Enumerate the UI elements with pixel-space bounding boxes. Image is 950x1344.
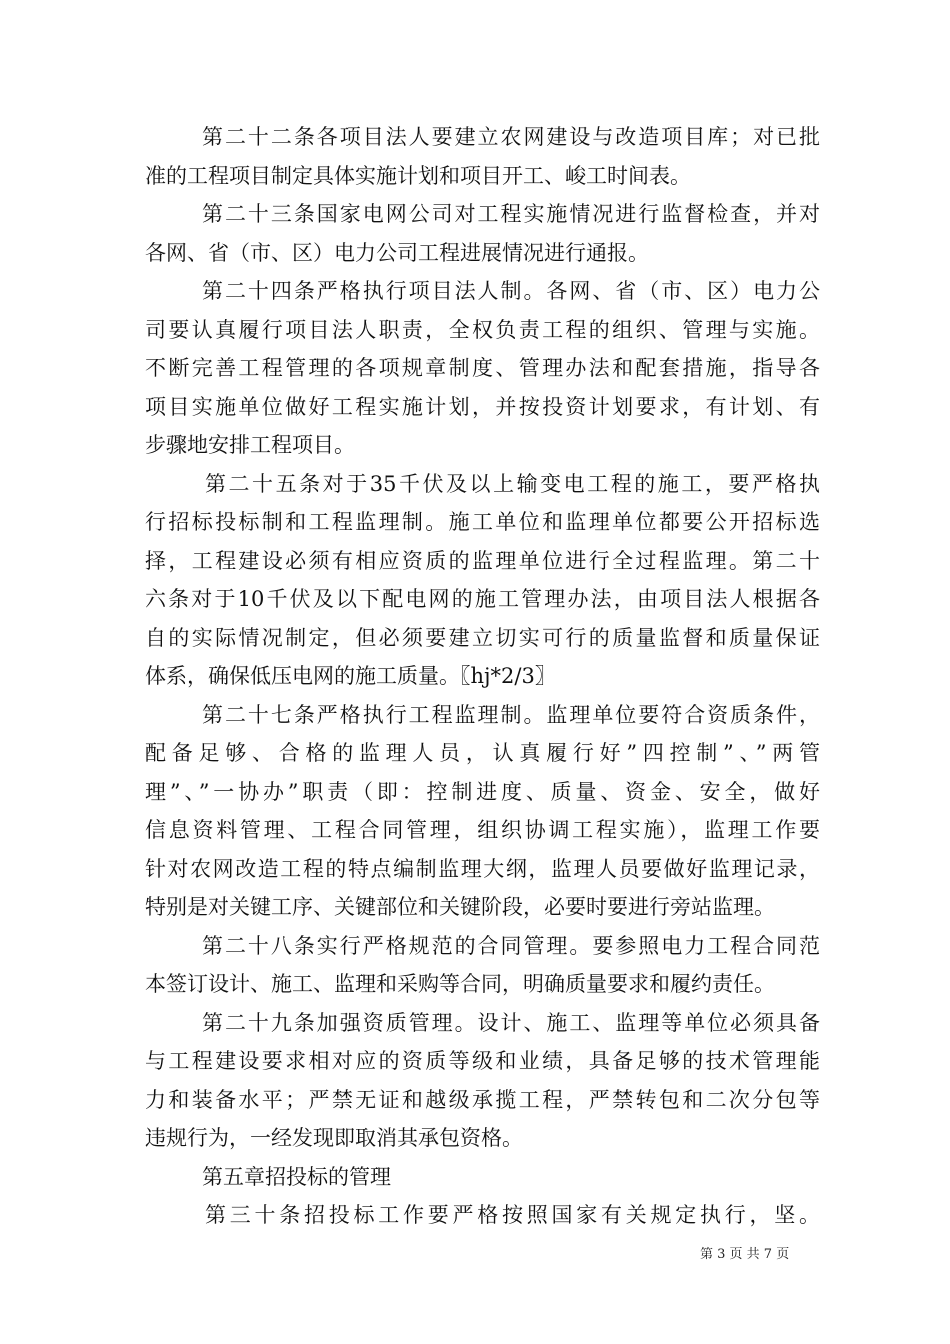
text-line: 项目实施单位做好工程实施计划，并按投资计划要求，有计划、有 <box>145 394 820 419</box>
text-line: 司要认真履行项目法人职责，全权负责工程的组织、管理与实施。 <box>145 317 820 342</box>
text-line: 违规行为，一经发现即取消其承包资格。 <box>145 1126 523 1150</box>
text-line: 第二十四条严格执行项目法人制。各网、省（市、区）电力公 <box>202 279 820 303</box>
text-line: 与工程建设要求相对应的资质等级和业绩，具备足够的技术管理能 <box>145 1049 820 1073</box>
text-line: 准的工程项目制定具体实施计划和项目开工、峻工时间表。 <box>145 163 691 188</box>
text-line: 配备足够、合格的监理人员，认真履行好”四控制”、”两管 <box>145 741 820 765</box>
text-line: 本签订设计、施工、监理和采购等合同，明确质量要求和履约责任。 <box>145 972 775 996</box>
text-line: 六条对于10千伏及以下配电网的施工管理办法，由项目法人根据各 <box>145 587 820 611</box>
text-line: 不断完善工程管理的各项规章制度、管理办法和配套措施，指导各 <box>145 356 820 380</box>
chapter-heading: 第五章招投标的管理 <box>202 1164 391 1189</box>
text-line: 体系，确保低压电网的施工质量。〖hj*2/3〗 <box>145 664 556 688</box>
text-line: 第二十八条实行严格规范的合同管理。要参照电力工程合同范 <box>202 933 820 958</box>
text-line: 择，工程建设必须有相应资质的监理单位进行全过程监理。第二十 <box>145 548 820 573</box>
text-line: 特别是对关键工序、关键部位和关键阶段，必要时要进行旁站监理。 <box>145 895 775 919</box>
page-number-footer: 第 3 页 共 7 页 <box>700 1247 790 1262</box>
document-body <box>145 118 820 1235</box>
text-line: 第二十九条加强资质管理。设计、施工、监理等单位必须具备 <box>202 1010 820 1035</box>
text-line: 第二十二条各项目法人要建立农网建设与改造项目库；对已批 <box>202 125 820 149</box>
text-line: 第二十七条严格执行工程监理制。监理单位要符合资质条件， <box>202 702 820 727</box>
text-line: 针对农网改造工程的特点编制监理大纲，监理人员要做好监理记录， <box>145 856 820 881</box>
text-line: 步骤地安排工程项目。 <box>145 433 355 457</box>
text-line: 第二十五条对于35千伏及以上输变电工程的施工，要严格执 <box>205 471 820 496</box>
text-line: 行招标投标制和工程监理制。施工单位和监理单位都要公开招标选 <box>145 510 820 534</box>
text-line: 理”、”一协办”职责（即：控制进度、质量、资金、安全，做好 <box>145 779 820 804</box>
text-line: 第二十三条国家电网公司对工程实施情况进行监督检查，并对 <box>202 202 820 226</box>
text-line: 各网、省（市、区）电力公司工程进展情况进行通报。 <box>145 240 649 265</box>
text-line: 力和装备水平；严禁无证和越级承揽工程，严禁转包和二次分包等 <box>145 1087 820 1112</box>
text-line: 第三十条招投标工作要严格按照国家有关规定执行，坚。 <box>205 1203 820 1227</box>
text-line: 自的实际情况制定，但必须要建立切实可行的质量监督和质量保证 <box>145 625 820 650</box>
text-line: 信息资料管理、工程合同管理，组织协调工程实施），监理工作要 <box>145 818 820 842</box>
